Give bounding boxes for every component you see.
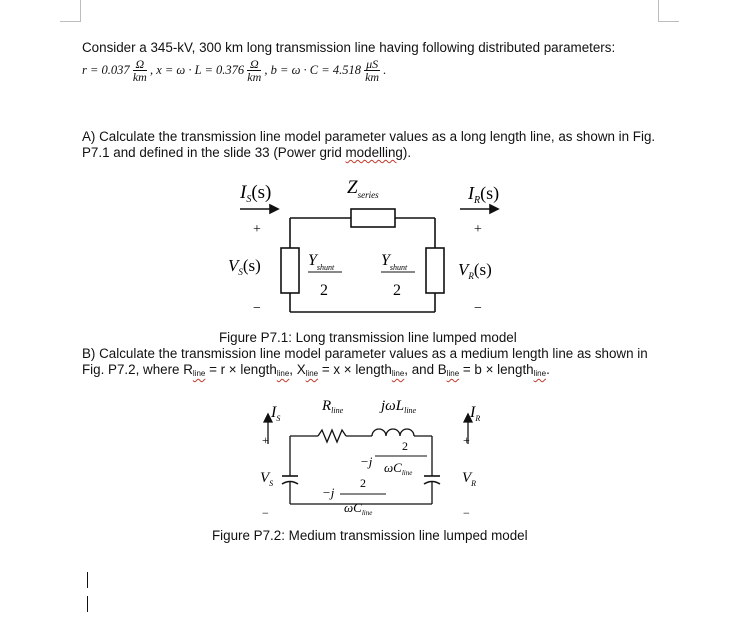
fig1-y-right-den: 2	[393, 282, 401, 299]
figure-p7-1-caption: Figure P7.1: Long transmission line lumped model	[219, 330, 517, 345]
fig2-plus-right: +	[463, 433, 470, 447]
modelling-link[interactable]: modelling	[345, 145, 403, 160]
figure-p7-2	[0, 380, 738, 530]
fig2-right-two: 2	[402, 439, 408, 453]
fig1-y-left-label: $Y_{shunt}$	[308, 252, 335, 272]
fig2-resistor	[318, 430, 346, 442]
param-r-unit: $\frac{\Omega}{km}$	[132, 57, 147, 84]
param-x: , x = ω · L = 0.376	[149, 62, 245, 77]
text-cursor-1	[87, 572, 88, 588]
param-x-unit: $\frac{\Omega}{km}$	[247, 57, 262, 84]
right-shunt-admittance	[426, 248, 444, 293]
param-b-unit: $\frac{\mu S}{km}$	[365, 57, 380, 84]
param-end: .	[383, 62, 387, 77]
part-a-line-2: P7.1 and defined in the slide 33 (Power grid modelling).	[82, 145, 412, 160]
fig1-minus-right: −	[474, 301, 482, 316]
fig1-minus-left: −	[253, 301, 261, 316]
fig2-right-wc: $\omega C_{line}$	[384, 460, 413, 477]
fig2-left-two: 2	[360, 476, 366, 490]
fig2-vs-label: $V_S$	[260, 470, 274, 488]
fig2-plus-left: +	[262, 433, 269, 447]
fig2-ir-label: $I_R$	[470, 404, 481, 423]
fig2-minus-right: −	[463, 506, 470, 520]
fig1-y-left-den: 2	[320, 282, 328, 299]
fig2-is-label: $I_S$	[271, 404, 281, 423]
fig2-vr-label: $V_R$	[462, 470, 477, 488]
fig2-r-label: $R_{line}$	[322, 398, 344, 415]
fig2-minus-left: −	[262, 506, 269, 520]
fig1-plus-left: +	[253, 222, 261, 237]
part-b-line-2: Fig. P7.2, where $R_{line} = r$ × length$_{line}$, $X_{line} = x$ × length$_{line}$, and $B_{line} = b$ × length$_{line}$.	[82, 362, 550, 378]
fig2-left-wc: $\omega C_{line}$	[344, 500, 373, 517]
fig2-left-neg-j: −j	[322, 485, 335, 500]
part-a-line-1: A) Calculate the transmission line model parameter values as a long length line, as shown in Fig.	[82, 129, 656, 144]
fig1-y-right-label: $Y_{shunt}$	[381, 252, 408, 272]
fig1-is-label: $I_S(s)$	[240, 182, 272, 205]
param-r: r = 0.037	[82, 62, 130, 77]
intro-text: Consider a 345-kV, 300 km long transmission line having following distributed parameters:	[82, 40, 616, 55]
text-cursor-2	[87, 596, 88, 612]
param-b: , b = ω · C = 4.518	[264, 62, 361, 77]
fig1-plus-right: +	[474, 222, 482, 237]
fig1-ir-label: $I_R(s)$	[468, 183, 500, 206]
fig2-l-label: jωL$_{line}$	[381, 398, 417, 415]
fig2-right-neg-j: −j	[360, 454, 373, 469]
series-impedance-box	[351, 209, 395, 227]
fig1-vr-label: $V_R(s)$	[458, 260, 492, 281]
part-b-line-1: B) Calculate the transmission line model parameter values as a medium length line as shown in	[82, 346, 648, 361]
figure-p7-2-caption: Figure P7.2: Medium transmission line lumped model	[212, 528, 528, 543]
fig1-vs-label: $V_S(s)$	[228, 256, 261, 277]
left-shunt-admittance	[281, 248, 299, 293]
fig1-z-label: $Z_{series}$	[347, 177, 379, 200]
fig2-inductor	[372, 429, 414, 436]
